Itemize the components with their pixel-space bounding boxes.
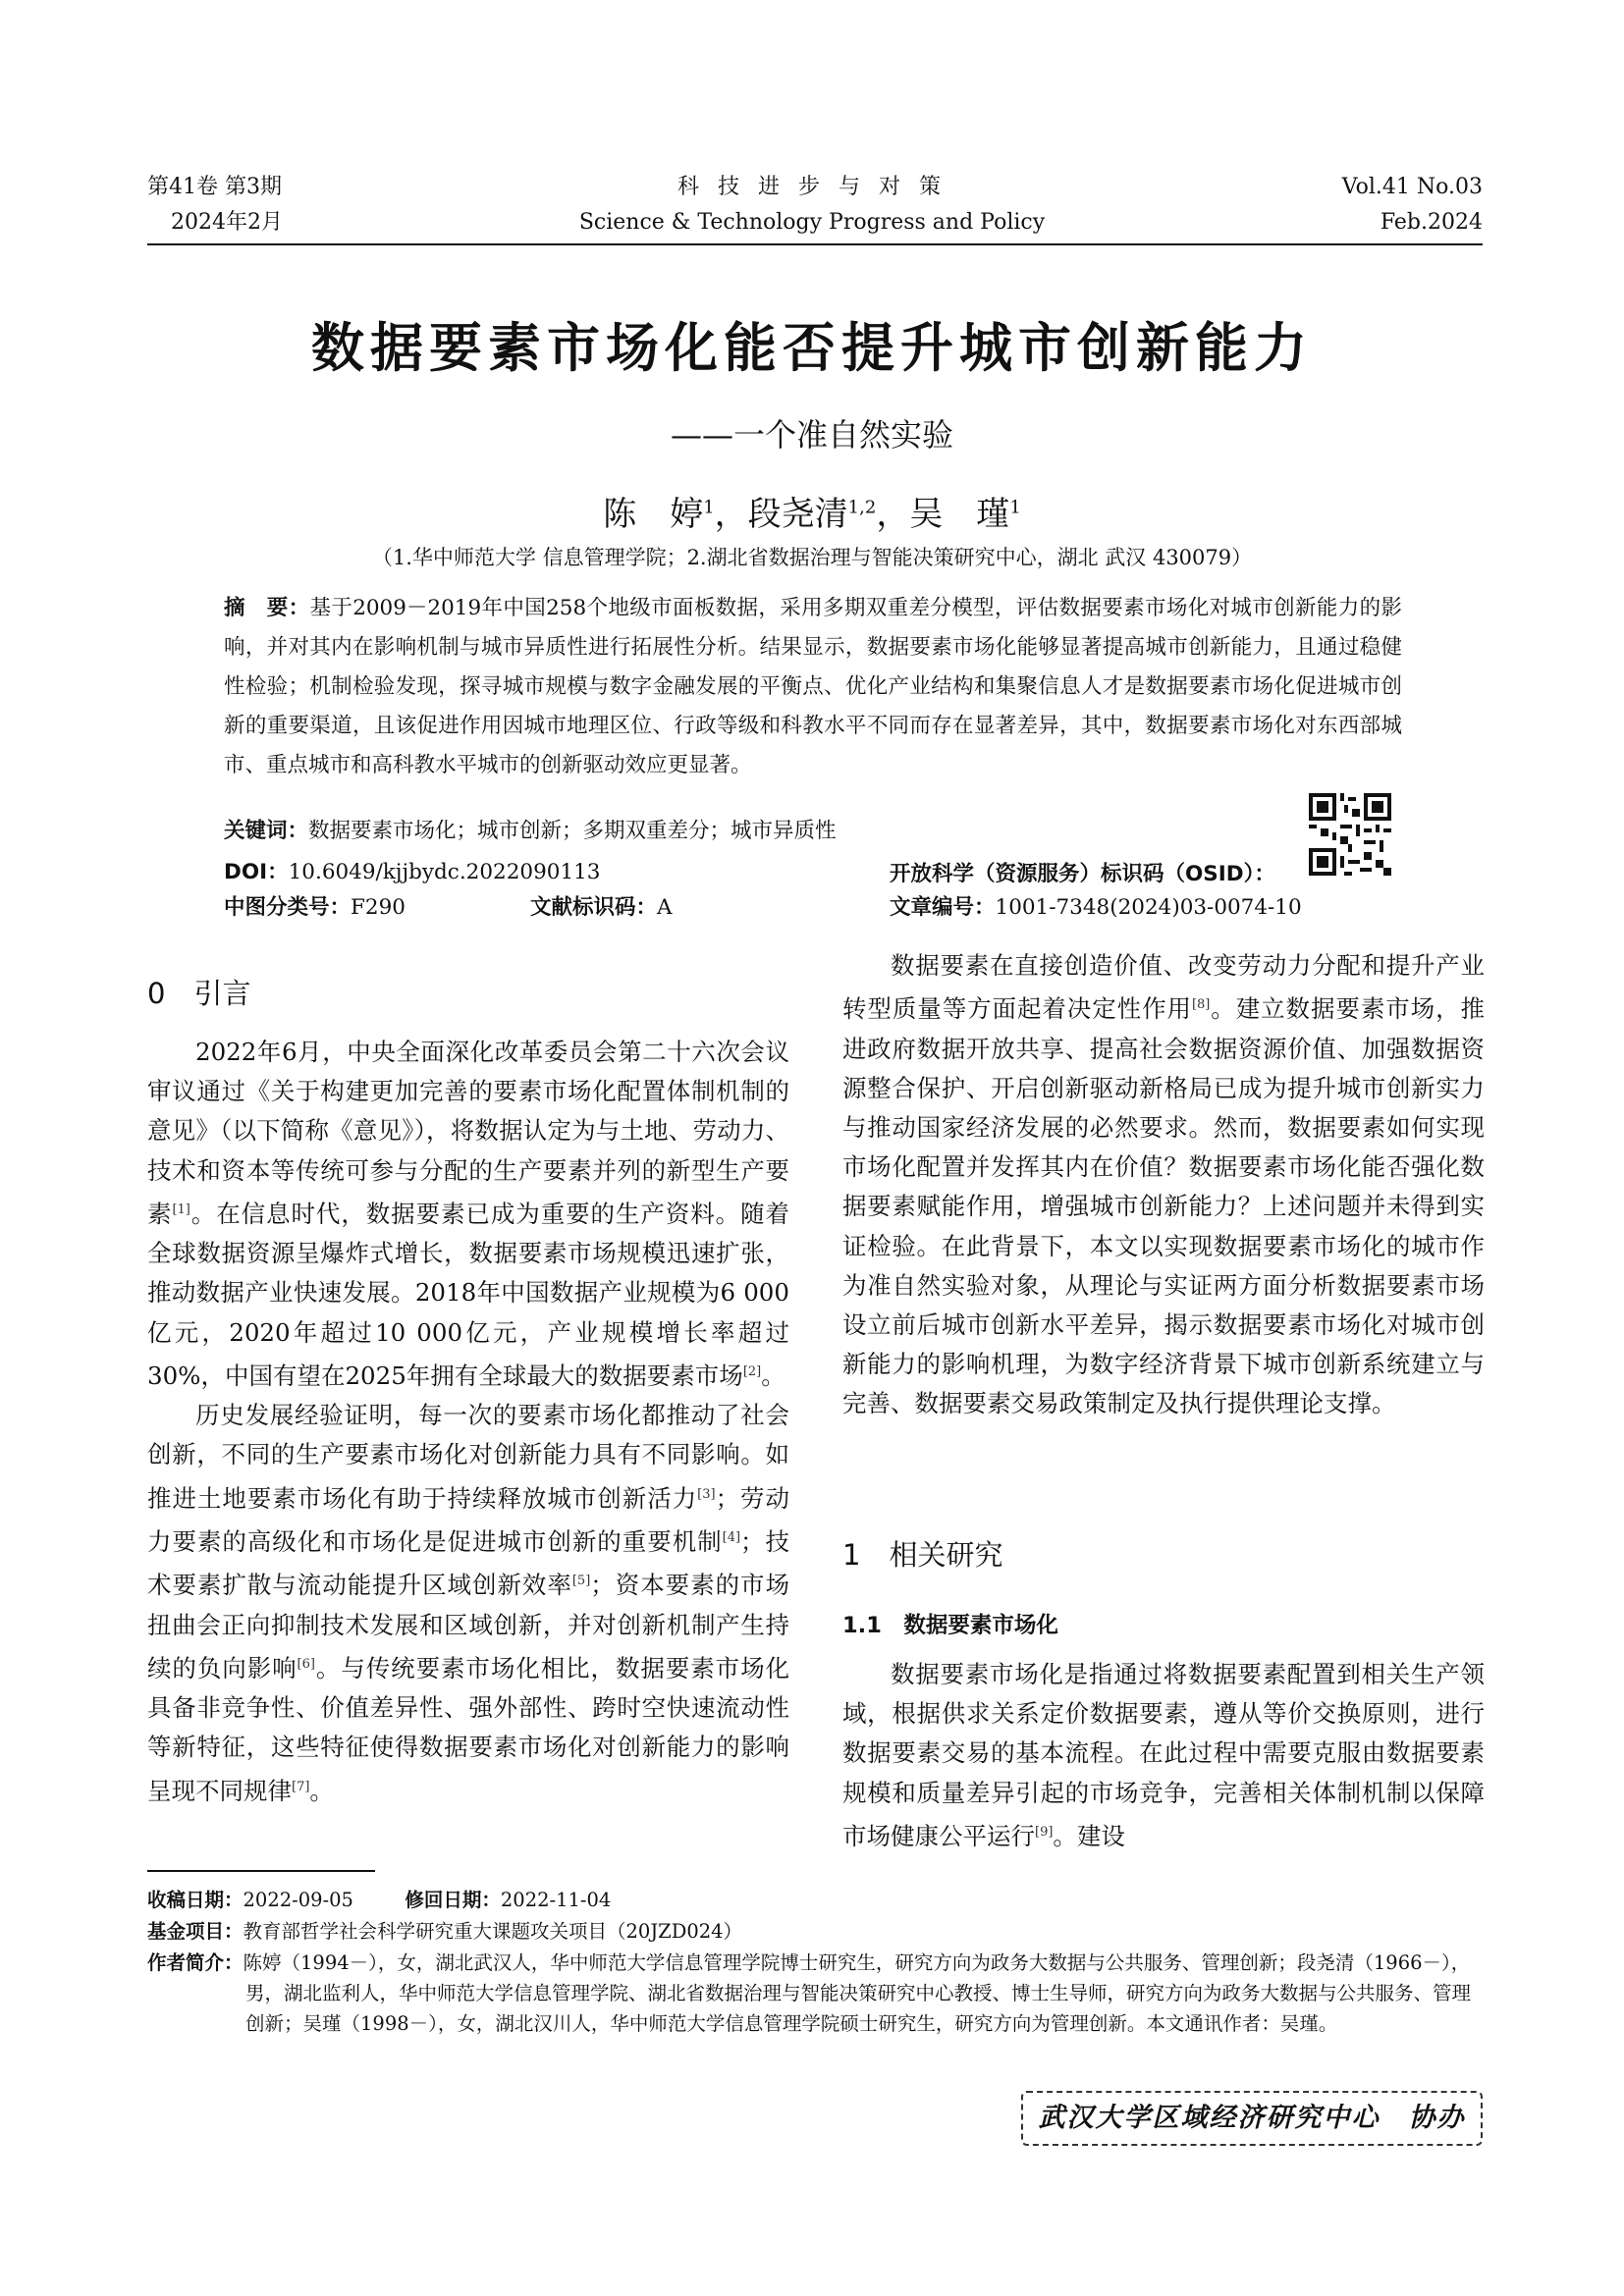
citation-ref: [5] [571, 1574, 591, 1589]
text-run: 。建立数据要素市场，推进政府数据开放共享、提高社会数据资源价值、加强数据资源整合保护、开启创新驱动新格局已成为提升城市创新实力与推动国家经济发展的必然要求。然而，数据要素如何实现市场化配置并发挥其内在价值？数据要素市场化能否强化数据要素赋能作用，增强城市创新能力？上述问题并未得到实证检验。在此背景下，本文以实现数据要素市场化的城市作为准自然实验对象，从理论与实证两方面分析数据要素市场设立前后城市创新水平差异，揭示数据要素市场化对城市创新能力的影响机理，为数字经济背景下城市创新系统建立与完善、数据要素交易政策制定及执行提供理论支撑。 [842, 994, 1486, 1418]
doc-code-line [530, 891, 673, 925]
text-run: ；资本要素的市场扭曲会正向抑制技术发展和区域创新，并对创新机制产生持续的负向影响 [147, 1571, 790, 1682]
paragraph [842, 1655, 1485, 1856]
abstract [224, 589, 1402, 785]
issue-date-cn: 2024年2月 [171, 210, 283, 235]
clc-line [224, 891, 406, 925]
doi-line [224, 856, 600, 889]
co-organizer-stamp: 武汉大学区域经济研究中心 协办 [1021, 2091, 1483, 2146]
paper-subtitle: ——一个准自然实验 [670, 416, 953, 454]
footnote-fund [147, 1916, 1485, 1947]
author-separator: ， [876, 495, 910, 534]
text-run: 数据要素在直接创造价值、改变劳动力分配和提升产业转型质量等方面起着决定性作用 [842, 951, 1485, 1024]
text-run: 。建设 [1053, 1821, 1125, 1850]
keywords: 数据要素市场化；城市创新；多期双重差分；城市异质性 [308, 819, 837, 843]
keywords-label: 关键词： [224, 819, 309, 843]
bio-label: 作者简介： [147, 1951, 244, 1974]
paper-title: 数据要素市场化能否提升城市创新能力 [311, 317, 1313, 379]
text-run: 数据要素市场化是指通过将数据要素配置到相关生产领域，根据供求关系定价数据要素，遵从等价交换原则，进行数据要素交易的基本流程。在此过程中需要克服由数据要素规模和质量差异引起的市场竞争，完善相关体制机制以保障市场健康公平运行 [842, 1660, 1485, 1850]
volume-issue: 第41卷 第3期 [147, 175, 282, 199]
footnote-bio [147, 1948, 1485, 2039]
osid-label: 开放科学（资源服务）标识码（OSID）： [890, 862, 1275, 886]
author-affil-mark: 1 [1009, 497, 1021, 518]
text-run: 。 [309, 1776, 334, 1805]
clc-value: F290 [351, 895, 406, 920]
fund-text: 教育部哲学社会科学研究重大课题攻关项目（20JZD024） [243, 1920, 743, 1943]
citation-ref: [6] [297, 1656, 315, 1672]
citation-ref: [4] [722, 1529, 741, 1545]
right-column-body-bottom [842, 1655, 1485, 1856]
abstract-label: 摘 要： [224, 596, 310, 620]
citation-ref: [2] [742, 1363, 762, 1379]
author-name: 陈 婷 [603, 495, 704, 534]
clc-label: 中图分类号： [224, 895, 352, 920]
author-name: 段尧清 [747, 495, 848, 534]
keywords-line [224, 815, 1255, 848]
volume-en: Vol.41 No.03 [1341, 175, 1483, 199]
revised-label: 修回日期： [405, 1889, 501, 1911]
header-rule [147, 243, 1483, 245]
citation-ref: [7] [292, 1779, 310, 1794]
issue-date-en: Feb.2024 [1380, 210, 1483, 235]
doi-label: DOI： [224, 860, 289, 884]
author-separator: ， [714, 495, 748, 534]
left-column-body [147, 1033, 789, 1811]
article-no-value: 1001-7348(2024)03-0074-10 [995, 895, 1302, 920]
footnote-rule [147, 1870, 375, 1872]
text-run: ；技术要素扩散与流动能提升区域创新效率 [147, 1527, 790, 1600]
received-label: 收稿日期： [147, 1889, 244, 1911]
text-run: 。与传统要素市场化相比，数据要素市场化具备非竞争性、价值差异性、强外部性、跨时空快速流动性等新特征，这些特征使得数据要素市场化对创新能力的影响呈现不同规律 [147, 1653, 790, 1805]
citation-ref: [3] [697, 1486, 716, 1502]
text-run: 2022年6月，中央全面深化改革委员会第二十六次会议审议通过《关于构建更加完善的要素市场化配置体制机制的意见》（以下简称《意见》），将数据认定为与土地、劳动力、技术和资本等传统可参与分配的生产要素并列的新型生产要素 [147, 1038, 789, 1228]
doc-code-label: 文献标识码： [530, 895, 658, 920]
journal-name-en: Science & Technology Progress and Policy [578, 210, 1046, 235]
paragraph [842, 946, 1485, 1424]
section-heading-introduction: 0 引言 [147, 977, 251, 1010]
article-no-label: 文章编号： [890, 895, 996, 920]
citation-ref: [8] [1191, 997, 1211, 1013]
article-no-line [890, 891, 1302, 925]
affiliation: （1.华中师范大学 信息管理学院；2.湖北省数据治理与智能决策研究中心，湖北 武汉 430079） [371, 546, 1253, 569]
bio-text: 陈婷（1994－），女，湖北武汉人，华中师范大学信息管理学院博士研究生，研究方向为政务大数据与公共服务、管理创新；段尧清（1966－），男，湖北监利人，华中师范大学信息管理学院、湖北省数据治理与智能决策研究中心教授、博士生导师，研究方向为政务大数据与公共服务、管理创新；吴瑾（1998－），女，湖北汉川人，华中师范大学信息管理学院硕士研究生，研究方向为管理创新。本文通讯作者：吴瑾。 [243, 1951, 1472, 2035]
author-name: 吴 瑾 [909, 495, 1010, 534]
text-run: ；劳动力要素的高级化和市场化是促进城市创新的重要机制 [147, 1483, 790, 1557]
received-date: 2022-09-05 [243, 1889, 353, 1911]
text-run: 。 [761, 1361, 785, 1390]
abstract-text: 基于2009－2019年中国258个地级市面板数据，采用多期双重差分模型，评估数据要素市场化对城市创新能力的影响，并对其内在影响机制与城市异质性进行拓展性分析。结果显示，数据要素市场化能够显著提高城市创新能力，且通过稳健性检验；机制检验发现，探寻城市规模与数字金融发展的平衡点、优化产业结构和集聚信息人才是数据要素市场化促进城市创新的重要渠道，且该促进作用因城市地理区位、行政等级和科教水平不同而存在显著差异，其中，数据要素市场化对东西部城市、重点城市和高科教水平城市的创新驱动效应更显著。 [224, 596, 1402, 777]
osid-line [890, 858, 1275, 891]
revised-date: 2022-11-04 [500, 1889, 612, 1911]
fund-label: 基金项目： [147, 1920, 244, 1943]
section-heading-related-research: 1 相关研究 [842, 1538, 1003, 1572]
author-list [0, 487, 1624, 535]
author-affil-mark: 1 [703, 497, 715, 518]
text-run: 。在信息时代，数据要素已成为重要的生产资料。随着全球数据资源呈爆炸式增长，数据要素市场规模迅速扩张，推动数据产业快速发展。2018年中国数据产业规模为6 000亿元，2020年超过10 000亿元，产业规模增长率超过30%，中国有望在2025年拥有全球最大的数据要素市场 [147, 1199, 790, 1390]
text-run: 历史发展经验证明，每一次的要素市场化都推动了社会创新，不同的生产要素市场化对创新能力具有不同影响。如推进土地要素市场化有助于持续释放城市创新活力 [147, 1401, 789, 1513]
citation-ref: [1] [172, 1201, 190, 1217]
citation-ref: [9] [1035, 1824, 1054, 1840]
author-affil-mark: 1,2 [847, 497, 877, 518]
paragraph [147, 1396, 789, 1811]
subsection-heading-data-marketization: 1.1 数据要素市场化 [842, 1613, 1058, 1638]
qr-code-icon [1309, 793, 1391, 876]
paragraph [147, 1033, 789, 1396]
right-column-body-top [842, 946, 1485, 1424]
journal-name-cn: 科 技 进 步 与 对 策 [677, 175, 947, 199]
footnote-dates [147, 1885, 1485, 1915]
doi-value: 10.6049/kjjbydc.2022090113 [288, 860, 601, 884]
doc-code-value: A [657, 895, 673, 920]
